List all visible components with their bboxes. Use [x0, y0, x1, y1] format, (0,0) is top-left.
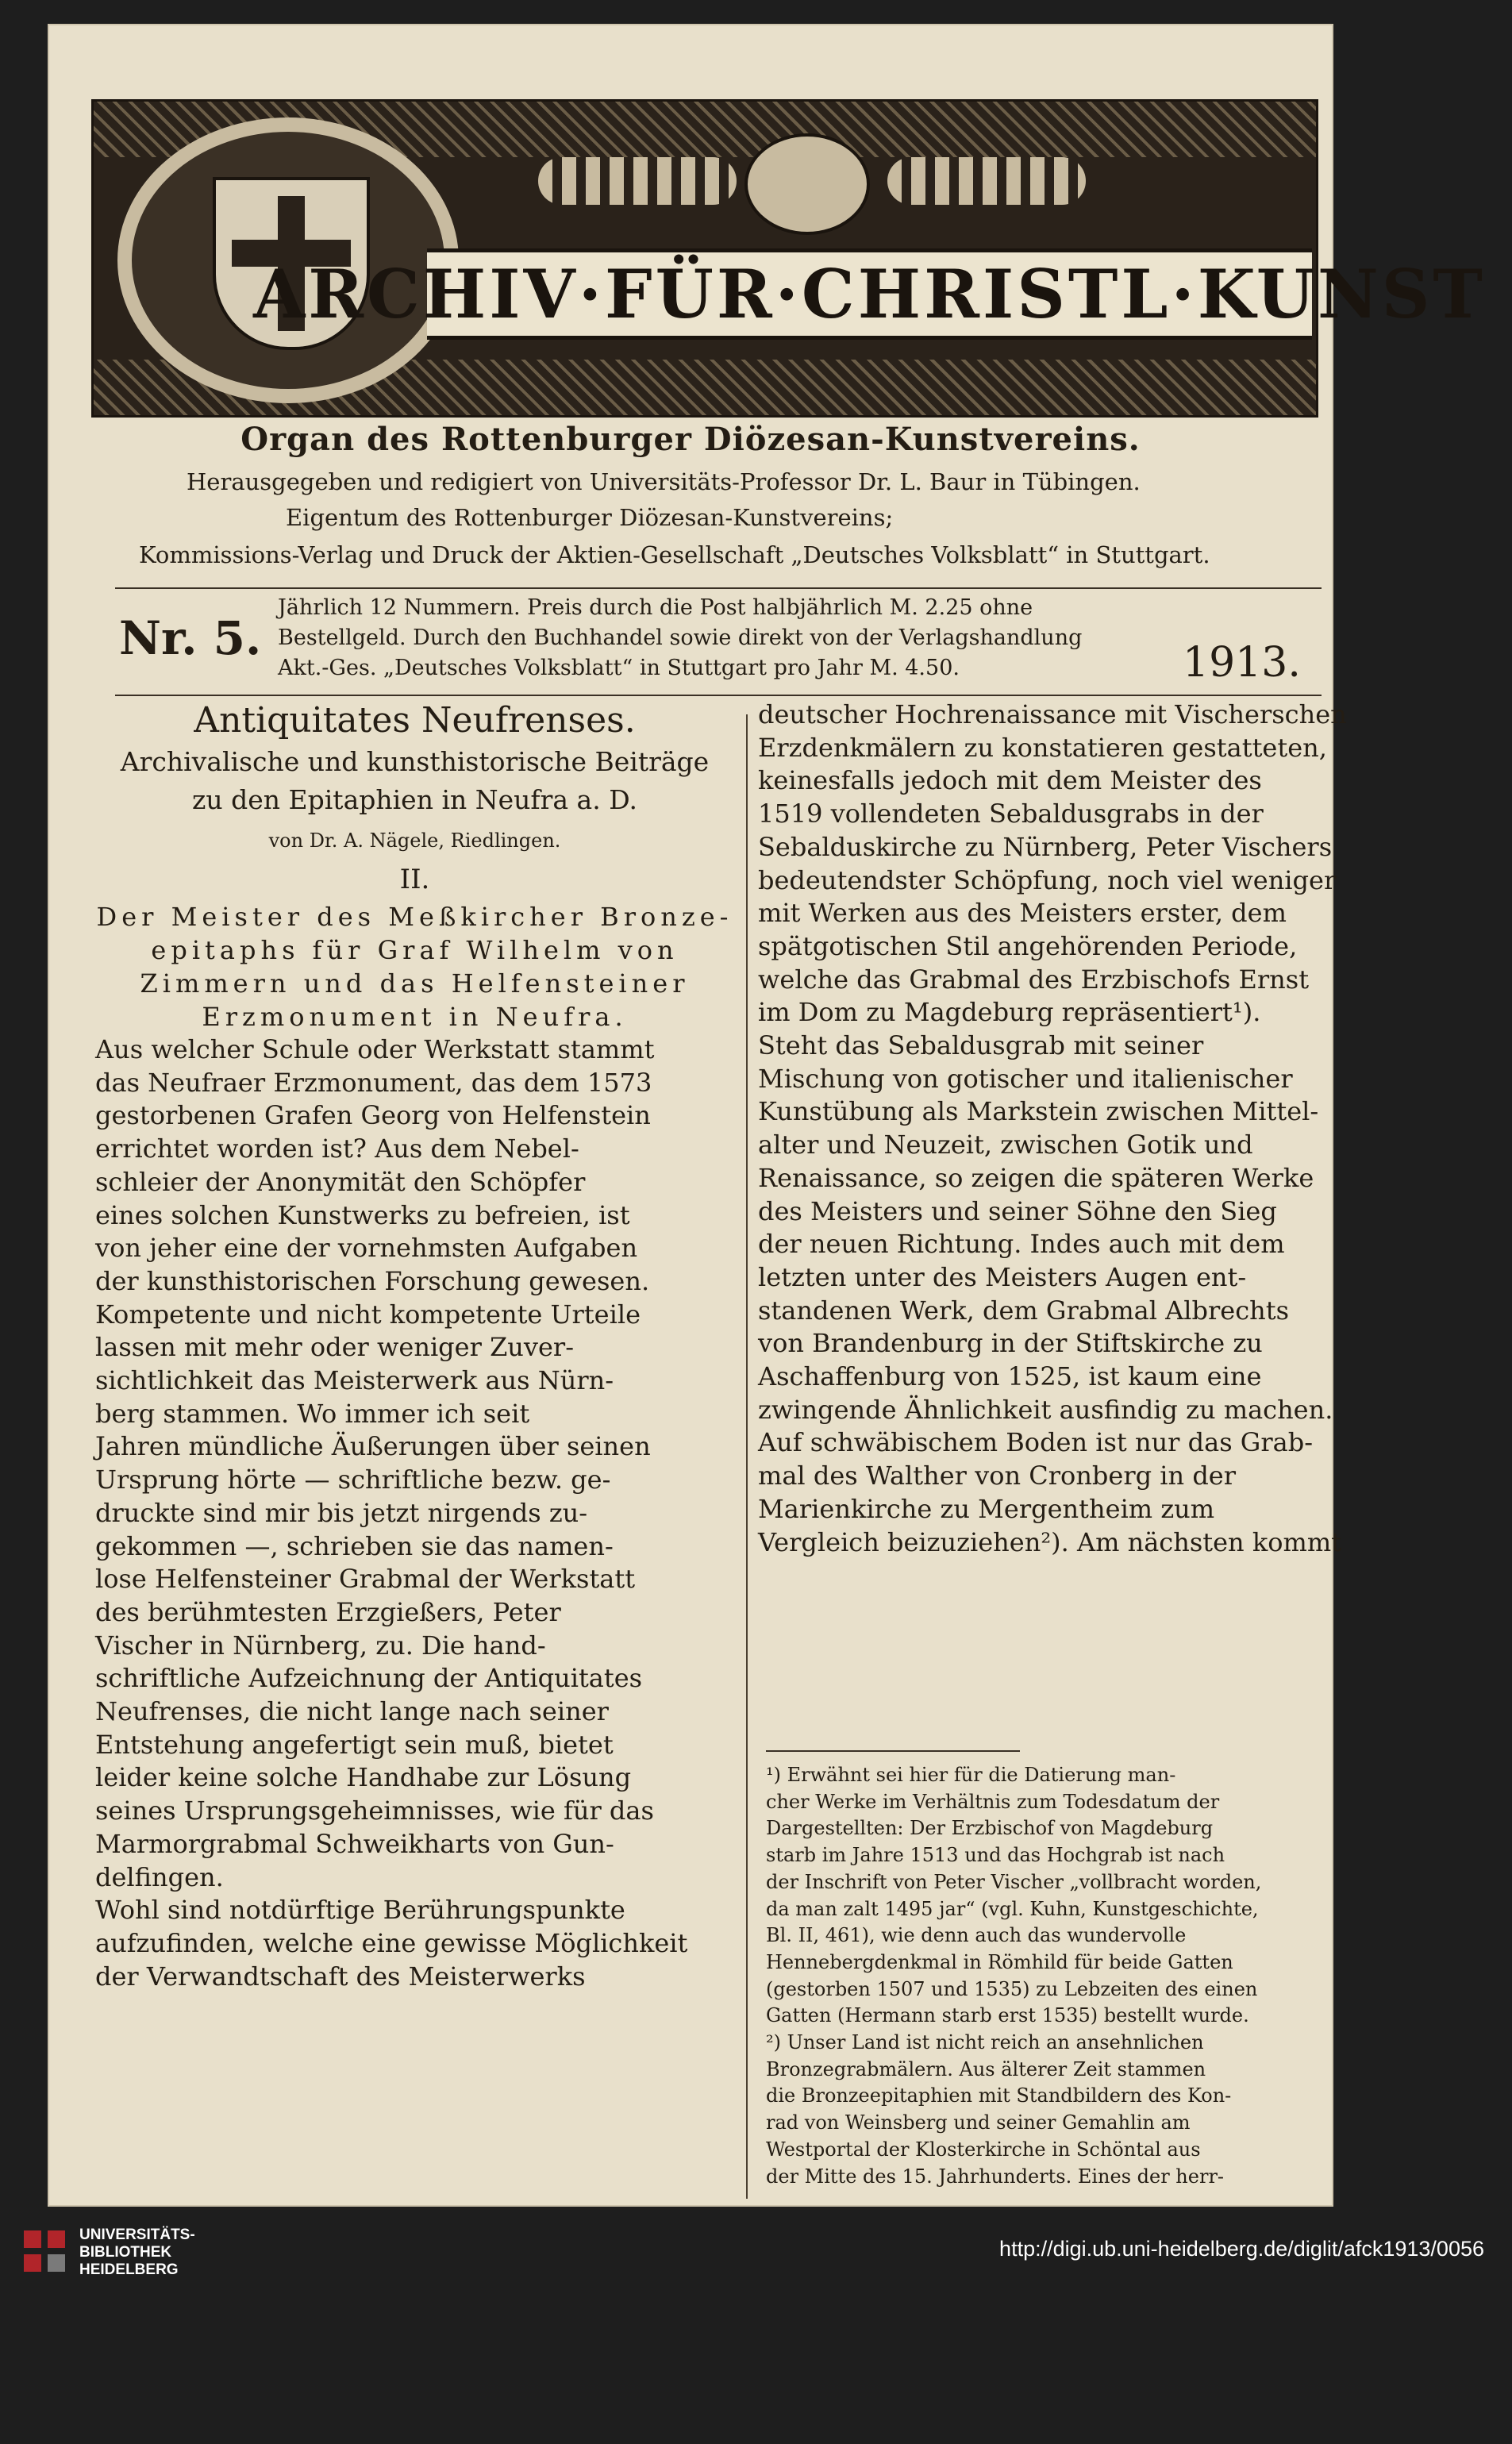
text-line: berg stammen. Wo immer ich seit: [95, 1398, 530, 1429]
footnote-rule: [766, 1750, 1020, 1752]
footnote-line: der Inschrift von Peter Vischer „vollbracht worden,: [766, 1870, 1262, 1893]
source-url-link[interactable]: http://digi.ub.uni-heidelberg.de/diglit/afck1913/0056: [999, 2237, 1484, 2261]
divider-rule: [115, 695, 1322, 696]
text-line: der kunsthistorischen Forschung gewesen.: [95, 1265, 650, 1296]
footnote-line: Westportal der Klosterkirche in Schöntal aus: [766, 2138, 1201, 2161]
text-line: lassen mit mehr oder weniger Zuver-: [95, 1332, 575, 1363]
right-column: [758, 699, 1377, 1559]
text-line: das Neufraer Erzmonument, das dem 1573: [95, 1067, 652, 1098]
footnote-line: Gatten (Hermann starb erst 1535) bestellt wurde.: [766, 2004, 1249, 2027]
leaf-ornament-left: [538, 157, 737, 205]
leaf-ornament-right: [887, 157, 1086, 205]
byline: von Dr. A. Nägele, Riedlingen.: [268, 829, 561, 852]
text-line: Vischer in Nürnberg, zu. Die hand-: [95, 1630, 546, 1661]
text-line: gestorbenen Grafen Georg von Helfenstein: [95, 1100, 651, 1131]
issue-year: 1913.: [1183, 639, 1301, 687]
text-line: eines solchen Kunstwerks zu befreien, ist: [95, 1199, 630, 1230]
text-line: von Brandenburg in der Stiftskirche zu: [758, 1328, 1263, 1359]
text-line: errichtet worden ist? Aus dem Nebel-: [95, 1133, 579, 1164]
text-line: Ursprung hörte — schriftliche bezw. ge-: [95, 1464, 611, 1495]
publisher-line: Eigentum des Rottenburger Diözesan-Kunstvereins;: [286, 504, 894, 531]
text-line: Aus welcher Schule oder Werkstatt stammt: [95, 1034, 655, 1064]
text-line: schleier der Anonymität den Schöpfer: [95, 1166, 586, 1197]
price-line: Akt.-Ges. „Deutsches Volksblatt“ in Stuttgart pro Jahr M. 4.50.: [278, 656, 960, 680]
publisher-line: Kommissions-Verlag und Druck der Aktien-Gesellschaft „Deutsches Volksblatt“ in Stuttgart.: [139, 541, 1210, 568]
text-line: Marienkirche zu Mergentheim zum: [758, 1493, 1215, 1524]
footnote-line: rad von Weinsberg und seiner Gemahlin am: [766, 2111, 1191, 2134]
scanned-page: [48, 24, 1486, 2207]
footnote-line: die Bronzeepitaphien mit Standbildern des Kon-: [766, 2084, 1232, 2107]
text-line: keinesfalls jedoch mit dem Meister des: [758, 765, 1262, 796]
text-line: Renaissance, so zeigen die späteren Werke: [758, 1162, 1314, 1193]
text-line: Steht das Sebaldusgrab mit seiner: [758, 1030, 1204, 1061]
price-line: Bestellgeld. Durch den Buchhandel sowie direkt von der Verlagshandlung: [278, 625, 1083, 650]
left-column: [95, 699, 734, 1993]
heading-line: Erzmonument in Neufra.: [202, 1002, 628, 1032]
article-title: Antiquitates Neufrenses.: [194, 700, 636, 741]
text-line: welche das Grabmal des Erzbischofs Ernst: [758, 964, 1310, 995]
text-line: der neuen Richtung. Indes auch mit dem: [758, 1229, 1285, 1260]
library-logo-icon: [24, 2230, 67, 2274]
text-line: Entstehung angefertigt sein muß, bietet: [95, 1729, 614, 1760]
text-line: Mischung von gotischer und italienischer: [758, 1063, 1293, 1094]
text-line: Jahren mündliche Äußerungen über seinen: [95, 1431, 651, 1462]
text-line: des Meisters und seiner Söhne den Sieg: [758, 1195, 1277, 1226]
footnote-line: Bl. II, 461), wie denn auch das wundervolle: [766, 1924, 1187, 1947]
organ-subtitle: Organ des Rottenburger Diözesan-Kunstvereins.: [240, 421, 1141, 458]
text-line: bedeutendster Schöpfung, noch viel weniger: [758, 864, 1337, 895]
left-column-text: [95, 1033, 734, 1993]
text-line: alter und Neuzeit, zwischen Gotik und: [758, 1130, 1253, 1160]
library-name: UNIVERSITÄTS- BIBLIOTHEK HEIDELBERG: [79, 2227, 195, 2278]
text-line: druckte sind mir bis jetzt nirgends zu-: [95, 1497, 588, 1528]
text-line: leider keine solche Handhabe zur Lösung: [95, 1762, 632, 1793]
text-line: sichtlichkeit das Meisterwerk aus Nürn-: [95, 1365, 614, 1396]
text-line: mit Werken aus des Meisters erster, dem: [758, 898, 1287, 929]
right-column-text: [758, 699, 1377, 1559]
footnote-line: da man zalt 1495 jar“ (vgl. Kuhn, Kunstgeschichte,: [766, 1897, 1259, 1920]
heading-line: Zimmern und das Helfensteiner: [140, 968, 690, 999]
footnote-line: cher Werke im Verhältnis zum Todesdatum der: [766, 1790, 1220, 1813]
footnote-line: der Mitte des 15. Jahrhunderts. Eines der herr-: [766, 2165, 1225, 2188]
footnote-line: Hennebergdenkmal in Römhild für beide Gatten: [766, 1950, 1233, 1973]
footnote-line: Bronzegrabmälern. Aus älterer Zeit stammen: [766, 2057, 1206, 2080]
issue-number: Nr. 5.: [119, 611, 262, 665]
text-line: Auf schwäbischem Boden ist nur das Grab-: [758, 1427, 1314, 1458]
text-line: standenen Werk, dem Grabmal Albrechts: [758, 1295, 1290, 1326]
heading-line: Der Meister des Meßkircher Bronze-: [96, 902, 733, 932]
text-line: letzten unter des Meisters Augen ent-: [758, 1261, 1247, 1292]
text-line: gekommen —, schrieben sie das namen-: [95, 1530, 614, 1561]
footnote-line: ²) Unser Land ist nicht reich an ansehnlichen: [766, 2031, 1204, 2054]
footnotes: [766, 1762, 1345, 2190]
text-line: Sebalduskirche zu Nürnberg, Peter Vischers: [758, 831, 1333, 862]
text-line: deutscher Hochrenaissance mit Vischerschen: [758, 699, 1347, 729]
text-line: Marmorgrabmal Schweikharts von Gun-: [95, 1828, 614, 1859]
text-line: lose Helfensteiner Grabmal der Werkstatt: [95, 1564, 636, 1595]
text-line: 1519 vollendeten Sebaldusgrabs in der: [758, 799, 1264, 829]
text-line: Aschaffenburg von 1525, ist kaum eine: [758, 1361, 1262, 1392]
section-number: II.: [399, 864, 430, 895]
column-divider: [746, 714, 748, 2199]
text-line: Kunstübung als Markstein zwischen Mittel-: [758, 1096, 1319, 1127]
journal-title: ARCHIV·FÜR·CHRISTL·KUNST: [253, 255, 1486, 333]
crossed-keys-emblem-icon: [744, 133, 870, 235]
text-line: aufzufinden, welche eine gewisse Möglichkeit: [95, 1927, 688, 1958]
text-line: Wohl sind notdürftige Berührungspunkte: [95, 1895, 625, 1926]
text-line: seines Ursprungsgeheimnisses, wie für das: [95, 1795, 654, 1826]
text-line: im Dom zu Magdeburg repräsentiert¹).: [758, 997, 1261, 1028]
article-subtitle: Archivalische und kunsthistorische Beiträge: [120, 746, 710, 777]
publisher-line: Herausgegeben und redigiert von Universitäts-Professor Dr. L. Baur in Tübingen.: [187, 468, 1141, 495]
text-line: Kompetente und nicht kompetente Urteile: [95, 1299, 641, 1330]
text-line: Vergleich beizuziehen²). Am nächsten kommt: [758, 1526, 1342, 1557]
text-line: schriftliche Aufzeichnung der Antiquitates: [95, 1663, 643, 1694]
text-line: Erzdenkmälern zu konstatieren gestatteten,: [758, 732, 1327, 763]
text-line: der Verwandtschaft des Meisterwerks: [95, 1961, 586, 1992]
price-line: Jährlich 12 Nummern. Preis durch die Post halbjährlich M. 2.25 ohne: [278, 595, 1033, 620]
article-subtitle: zu den Epitaphien in Neufra a. D.: [192, 784, 637, 815]
footnote-line: (gestorben 1507 und 1535) zu Lebzeiten des einen: [766, 1977, 1258, 2000]
footnote-line: starb im Jahre 1513 und das Hochgrab ist nach: [766, 1844, 1225, 1867]
text-line: Neufrenses, die nicht lange nach seiner: [95, 1696, 609, 1727]
section-heading: [95, 900, 734, 1033]
text-line: des berühmtesten Erzgießers, Peter: [95, 1596, 561, 1627]
masthead-woodcut: [91, 99, 1486, 418]
footnote-line: ¹) Erwähnt sei hier für die Datierung man-: [766, 1764, 1176, 1786]
footnote-line: Dargestellten: Der Erzbischof von Magdeburg: [766, 1817, 1214, 1840]
heading-line: epitaphs für Graf Wilhelm von: [151, 935, 679, 965]
text-line: spätgotischen Stil angehörenden Periode,: [758, 930, 1298, 961]
divider-rule: [115, 587, 1322, 589]
text-line: von jeher eine der vornehmsten Aufgaben: [95, 1233, 638, 1264]
text-line: delfingen.: [95, 1861, 224, 1892]
text-line: zwingende Ähnlichkeit ausfindig zu machen.: [758, 1394, 1333, 1425]
journal-title-band: [253, 248, 1486, 340]
text-line: mal des Walther von Cronberg in der: [758, 1461, 1237, 1491]
